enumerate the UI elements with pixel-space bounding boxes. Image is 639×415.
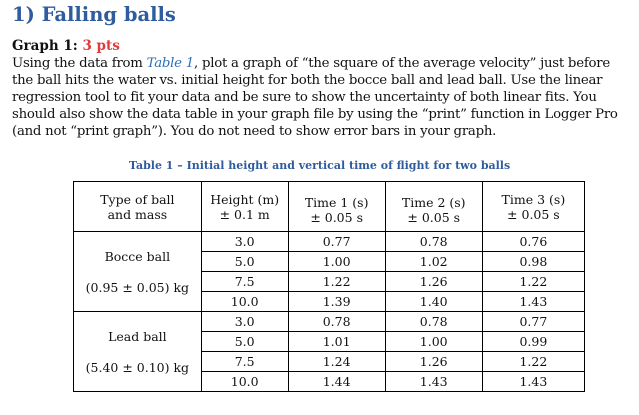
table-reference-link: Table 1 — [146, 56, 194, 71]
cell-height: 3.0 — [201, 232, 288, 252]
cell-time-2: 1.40 — [385, 292, 482, 312]
table-row — [74, 312, 585, 332]
cell-time-3: 1.22 — [482, 352, 584, 372]
table-header-row — [74, 182, 585, 232]
cell-height: 7.5 — [201, 272, 288, 292]
cell-time-3: 1.22 — [482, 272, 584, 292]
graph-label: Graph 1: — [12, 38, 78, 54]
group-name: Lead ball — [108, 328, 167, 344]
cell-time-3: 1.43 — [482, 372, 584, 392]
group-label-lead — [74, 312, 202, 392]
cell-time-3: 0.99 — [482, 332, 584, 352]
header-time-3: Time 3 (s) ± 0.05 s — [482, 182, 584, 232]
cell-time-2: 1.26 — [385, 352, 482, 372]
instructions-text-1: Using the data from — [12, 56, 147, 71]
group-mass: (5.40 ± 0.10) kg — [85, 359, 190, 375]
cell-time-2: 0.78 — [385, 312, 482, 332]
cell-time-1: 1.44 — [288, 372, 385, 392]
group-label-bocce — [74, 232, 202, 312]
cell-height: 10.0 — [201, 372, 288, 392]
cell-time-1: 1.01 — [288, 332, 385, 352]
header-time-1: Time 1 (s) ± 0.05 s — [288, 182, 385, 232]
cell-height: 7.5 — [201, 352, 288, 372]
cell-time-3: 0.76 — [482, 232, 584, 252]
header-height: Height (m) ± 0.1 m — [201, 182, 288, 232]
group-name: Bocce ball — [104, 248, 171, 264]
data-table — [73, 181, 585, 392]
cell-height: 5.0 — [201, 332, 288, 352]
group-mass: (0.95 ± 0.05) kg — [85, 279, 190, 295]
graph-heading — [12, 38, 120, 54]
cell-time-2: 1.00 — [385, 332, 482, 352]
cell-time-3: 0.77 — [482, 312, 584, 332]
header-type: Type of ball and mass — [74, 182, 202, 232]
cell-time-2: 1.26 — [385, 272, 482, 292]
section-title: 1) Falling balls — [12, 3, 176, 26]
cell-height: 3.0 — [201, 312, 288, 332]
cell-height: 5.0 — [201, 252, 288, 272]
instructions-text-2: , plot a graph of “the square of the average velocity” just before the ball hits the water vs. initial height for both the bocce ball and lead ball. Use the linear regression tool to fit your data and be sure to show the uncertainty of both linear fits. You should also show the data table in your graph file by using the “print” function in Logger Pro (and not “print graph”). You do not need to show error bars in your graph. — [12, 56, 618, 140]
cell-time-1: 1.24 — [288, 352, 385, 372]
header-time-2: Time 2 (s) ± 0.05 s — [385, 182, 482, 232]
cell-time-1: 1.22 — [288, 272, 385, 292]
cell-time-1: 0.77 — [288, 232, 385, 252]
cell-time-2: 1.02 — [385, 252, 482, 272]
cell-height: 10.0 — [201, 292, 288, 312]
cell-time-1: 1.39 — [288, 292, 385, 312]
cell-time-3: 1.43 — [482, 292, 584, 312]
cell-time-1: 0.78 — [288, 312, 385, 332]
instructions-paragraph — [12, 55, 634, 140]
table-caption: Table 1 – Initial height and vertical time of flight for two balls — [128, 159, 511, 172]
cell-time-1: 1.00 — [288, 252, 385, 272]
table-row — [74, 232, 585, 252]
cell-time-2: 1.43 — [385, 372, 482, 392]
cell-time-3: 0.98 — [482, 252, 584, 272]
graph-points: 3 pts — [82, 38, 120, 54]
cell-time-2: 0.78 — [385, 232, 482, 252]
